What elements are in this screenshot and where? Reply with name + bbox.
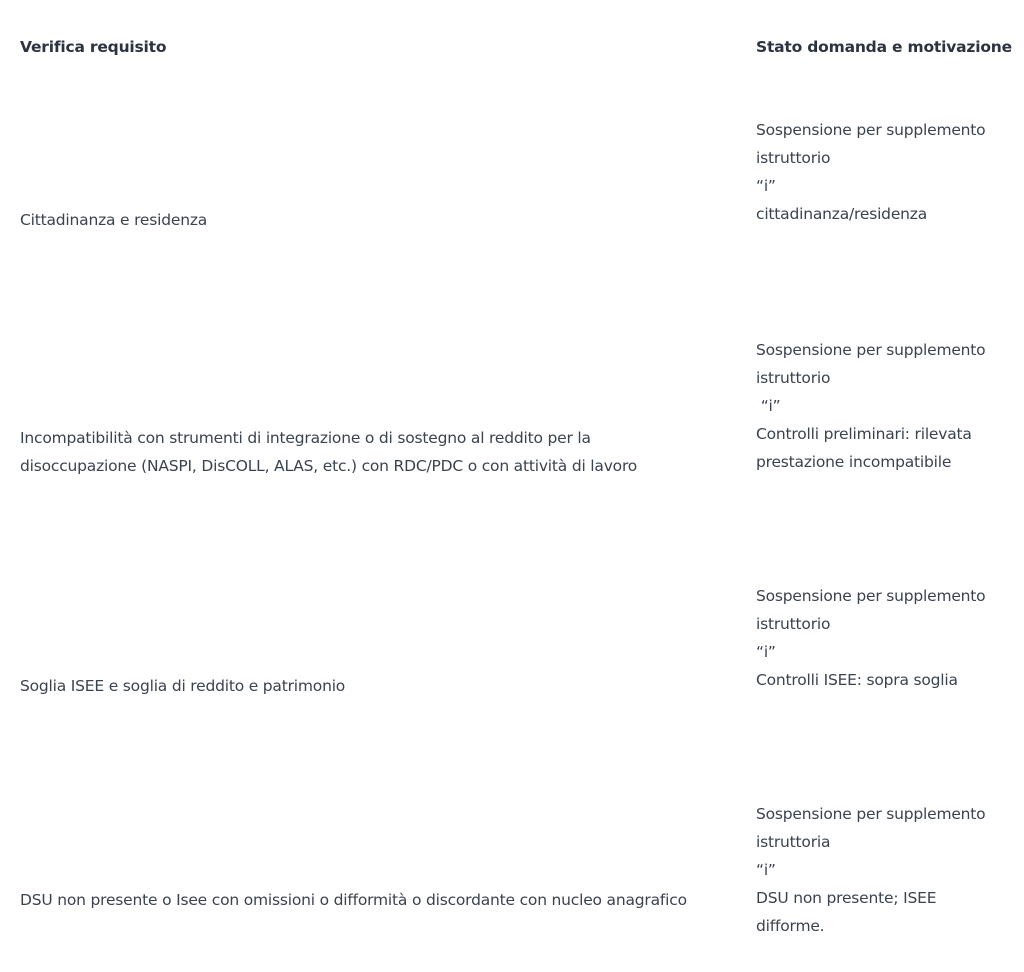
status-reason: Controlli ISEE: sopra soglia xyxy=(756,671,958,689)
status-text: Sospensione per supplemento xyxy=(756,121,986,139)
table-row-requirement xyxy=(20,206,745,234)
status-text: Sospensione per supplemento xyxy=(756,805,986,823)
status-reason: DSU non presente; ISEE xyxy=(756,889,937,907)
table-row-status xyxy=(756,800,1018,940)
table-row-requirement xyxy=(20,424,745,480)
status-reason: prestazione incompatibile xyxy=(756,453,952,471)
column-header-requirement: Verifica requisito xyxy=(20,38,167,56)
status-reason: Controlli preliminari: rilevata xyxy=(756,425,972,443)
requirement-text: Soglia ISEE e soglia di reddito e patrimonio xyxy=(20,677,346,695)
status-text: Sospensione per supplemento xyxy=(756,341,986,359)
status-text: istruttorio xyxy=(756,149,831,167)
requirement-text: DSU non presente o Isee con omissioni o difformità o discordante con nucleo anagrafico xyxy=(20,891,687,909)
status-reason: cittadinanza/residenza xyxy=(756,205,928,223)
status-code: “i” xyxy=(756,397,781,415)
table-row-status xyxy=(756,116,1018,228)
table-row-status xyxy=(756,336,1018,476)
table-row-requirement xyxy=(20,672,745,700)
status-code: “i” xyxy=(756,643,776,661)
status-reason: difforme. xyxy=(756,917,825,935)
requirement-text: disoccupazione (NASPI, DisCOLL, ALAS, etc.) con RDC/PDC o con attività di lavoro xyxy=(20,457,638,475)
column-header-status: Stato domanda e motivazione xyxy=(756,38,1012,56)
requirement-text: Incompatibilità con strumenti di integrazione o di sostegno al reddito per la xyxy=(20,429,591,447)
status-text: istruttorio xyxy=(756,369,831,387)
status-code: “i” xyxy=(756,861,776,879)
status-text: istruttorio xyxy=(756,615,831,633)
table-row-status xyxy=(756,582,1018,694)
table-row-requirement xyxy=(20,886,745,914)
status-text: istruttoria xyxy=(756,833,831,851)
requirement-text: Cittadinanza e residenza xyxy=(20,211,208,229)
status-text: Sospensione per supplemento xyxy=(756,587,986,605)
status-code: “i” xyxy=(756,177,776,195)
